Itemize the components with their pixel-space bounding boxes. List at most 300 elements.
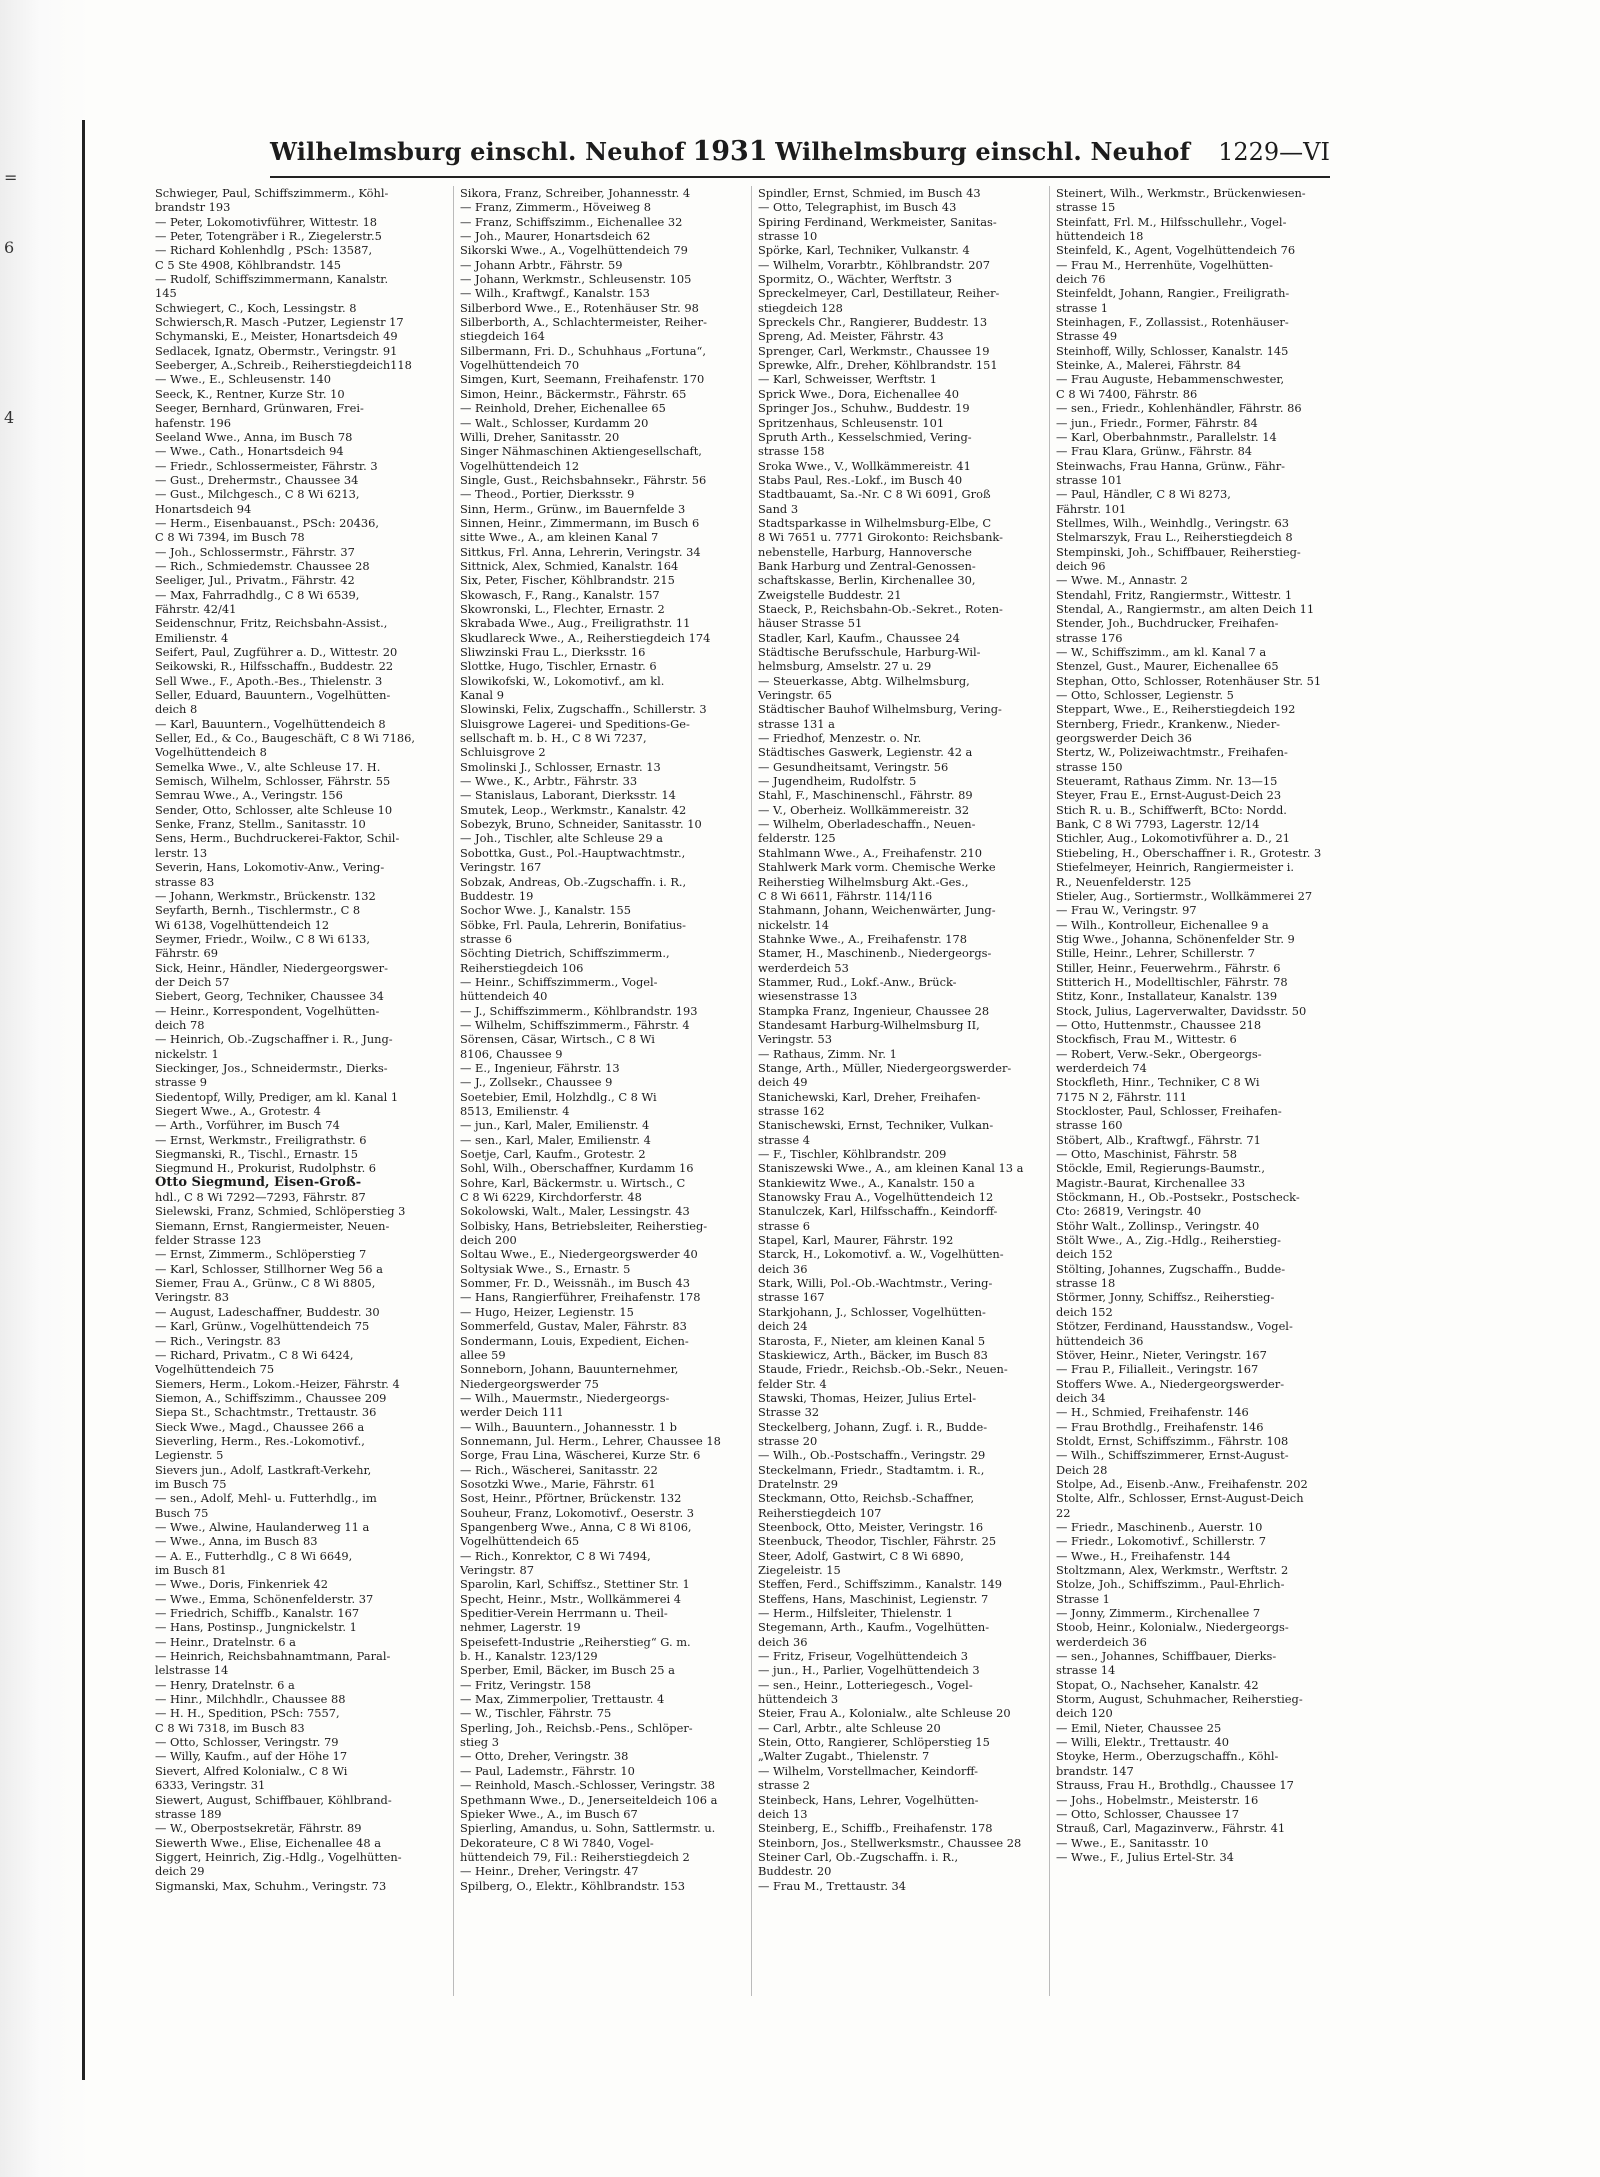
directory-entry: — Frau M., Herrenhüte, Vogelhütten- [1056, 257, 1273, 272]
directory-entry: Siepa St., Schachtmstr., Trettaustr. 36 [155, 1405, 377, 1420]
directory-entry: — Friedhof, Menzestr. o. Nr. [758, 731, 922, 746]
directory-entry: Steffens, Hans, Maschinist, Legienstr. 7 [758, 1591, 989, 1606]
directory-entry: C 8 Wi 7400, Fährstr. 86 [1056, 386, 1198, 401]
directory-entry: strasse 6 [758, 1218, 810, 1233]
directory-entry: Silberbord Wwe., E., Rotenhäuser Str. 98 [460, 300, 699, 315]
directory-entry: — Carl, Arbtr., alte Schleuse 20 [758, 1720, 941, 1735]
directory-entry: Veringstr. 65 [758, 688, 832, 703]
directory-entry: Stölt Wwe., A., Zig.-Hdlg., Reiherstieg- [1056, 1233, 1281, 1248]
directory-entry: Stadtsparkasse in Wilhelmsburg-Elbe, C [758, 515, 992, 530]
directory-entry: — Peter, Totengräber i R., Ziegelerstr.5 [155, 229, 382, 244]
directory-entry: Stock, Julius, Lagerverwalter, Davidsstr. 50 [1056, 1003, 1307, 1018]
directory-entry: — Arth., Vorführer, im Busch 74 [155, 1118, 340, 1133]
directory-entry: Stolze, Joh., Schiffszimm., Paul-Ehrlich- [1056, 1577, 1285, 1592]
directory-entry: — Willi, Elektr., Trettaustr. 40 [1056, 1735, 1229, 1750]
directory-entry: stieg 3 [460, 1735, 499, 1750]
directory-entry: Spethmann Wwe., D., Jenerseiteldeich 106 a [460, 1792, 718, 1807]
directory-entry: Reiherstiegdeich 107 [758, 1505, 882, 1520]
directory-entry: Siemer, Frau A., Grünw., C 8 Wi 8805, [155, 1276, 376, 1291]
directory-entry: — Richard, Privatm., C 8 Wi 6424, [155, 1347, 354, 1362]
directory-entry: Spieker Wwe., A., im Busch 67 [460, 1806, 638, 1821]
directory-entry: der Deich 57 [155, 974, 230, 989]
directory-entry: Spritzenhaus, Schleusenstr. 101 [758, 415, 945, 430]
directory-entry: Vogelhüttendeich 70 [460, 358, 580, 373]
directory-entry: Emilienstr. 4 [155, 630, 229, 645]
directory-entry: Stapel, Karl, Maurer, Fährstr. 192 [758, 1233, 954, 1248]
directory-entry: Slottke, Hugo, Tischler, Ernastr. 6 [460, 659, 657, 674]
directory-entry: Städtische Berufsschule, Harburg-Wil- [758, 645, 981, 659]
directory-entry: Steckmann, Otto, Reichsb.-Schaffner, [758, 1491, 975, 1506]
directory-entry: Sobottka, Gust., Pol.-Hauptwachtmstr., [460, 845, 686, 860]
directory-entry: Spiring Ferdinand, Werkmeister, Sanitas- [758, 214, 997, 229]
directory-entry: Severin, Hans, Lokomotiv-Anw., Vering- [155, 860, 385, 875]
directory-entry: — Rathaus, Zimm. Nr. 1 [758, 1046, 897, 1061]
directory-entry: deich 36 [758, 1261, 808, 1276]
directory-entry: — Ernst, Werkmstr., Freiligrathstr. 6 [155, 1132, 367, 1147]
directory-entry: Stich R. u. B., Schiffwerft, BCto: Nordd. [1056, 802, 1287, 817]
directory-entry: Semelka Wwe., V., alte Schleuse 17. H. [155, 759, 381, 774]
directory-entry: Stenzel, Gust., Maurer, Eichenallee 65 [1056, 659, 1279, 674]
directory-entry: Söbke, Frl. Paula, Lehrerin, Bonifatius- [460, 917, 686, 932]
directory-entry: Stahlmann Wwe., A., Freihafenstr. 210 [758, 845, 982, 860]
directory-entry: — jun., Friedr., Former, Fährstr. 84 [1056, 415, 1258, 430]
header-left-title: Wilhelmsburg einschl. Neuhof [270, 137, 685, 166]
directory-entry: — Heinrich, Reichsbahnamtmann, Paral- [155, 1649, 391, 1664]
directory-entry: — Heinrich, Ob.-Zugschaffner i. R., Jung- [155, 1032, 393, 1047]
directory-entry: — E., Ingenieur, Fährstr. 13 [460, 1060, 620, 1075]
directory-entry: — Rudolf, Schiffszimmermann, Kanalstr. [155, 272, 389, 287]
directory-entry: Stiefelmeyer, Heinrich, Rangiermeister i. [1056, 860, 1294, 875]
directory-entry: Stoffers Wwe. A., Niedergeorgswerder- [1056, 1376, 1285, 1391]
directory-entry: Sedlacek, Ignatz, Obermstr., Veringstr. 91 [155, 343, 398, 358]
directory-entry: Sprewke, Alfr., Dreher, Köhlbrandstr. 151 [758, 358, 998, 373]
directory-entry: Slowinski, Felix, Zugschaffn., Schillerstr. 3 [460, 702, 707, 717]
directory-entry: Sigmanski, Max, Schuhm., Veringstr. 73 [155, 1878, 387, 1893]
directory-entry: Seifert, Paul, Zugführer a. D., Wittestr. 20 [155, 645, 398, 659]
directory-entry: Siggert, Heinrich, Zig.-Hdlg., Vogelhütten- [155, 1849, 402, 1864]
directory-entry: Buddestr. 19 [460, 888, 534, 903]
directory-entry: — H., Schmied, Freihafenstr. 146 [1056, 1405, 1249, 1420]
directory-entry: Starosta, F., Nieter, am kleinen Kanal 5 [758, 1333, 986, 1348]
directory-entry: Seller, Eduard, Bauuntern., Vogelhütten- [155, 688, 391, 703]
directory-entry: Sprick Wwe., Dora, Eichenallee 40 [758, 386, 960, 401]
directory-columns [155, 186, 1335, 1996]
directory-entry: felderstr. 125 [758, 831, 836, 846]
directory-entry: Sprenger, Carl, Werkmstr., Chaussee 19 [758, 343, 990, 358]
directory-entry: Smutek, Leop., Werkmstr., Kanalstr. 42 [460, 802, 687, 817]
directory-entry: — Frau Klara, Grünw., Fährstr. 84 [1056, 444, 1253, 459]
directory-entry: Sparolin, Karl, Schiffsz., Stettiner Str. 1 [460, 1577, 690, 1592]
directory-entry: — Wilh., Ob.-Postschaffn., Veringstr. 29 [758, 1448, 986, 1463]
directory-entry: — Wilh., Bauuntern., Johannesstr. 1 b [460, 1419, 677, 1434]
directory-entry: Starkjohann, J., Schlosser, Vogelhütten- [758, 1304, 986, 1319]
directory-entry: Sobezyk, Bruno, Schneider, Sanitasstr. 10 [460, 817, 702, 832]
directory-entry: Vogelhüttendeich 12 [460, 458, 580, 473]
directory-entry: deich 200 [460, 1233, 517, 1248]
directory-entry: — Richard Kohlenhdlg , PSch: 13587, [155, 243, 373, 258]
directory-entry: — H. H., Spedition, PSch: 7557, [155, 1706, 340, 1721]
directory-entry: Dekorateure, C 8 Wi 7840, Vogel- [460, 1835, 654, 1850]
directory-entry: Stadtbauamt, Sa.-Nr. C 8 Wi 6091, Groß [758, 487, 991, 502]
directory-entry: Sonnemann, Jul. Herm., Lehrer, Chaussee 18 [460, 1433, 721, 1448]
directory-entry: lelstrasse 14 [155, 1663, 229, 1678]
directory-entry: — Henry, Dratelnstr. 6 a [155, 1677, 295, 1692]
directory-entry: Ziegeleistr. 15 [758, 1563, 841, 1577]
directory-entry: — Willy, Kaufm., auf der Höhe 17 [155, 1749, 348, 1764]
directory-entry: Siemon, A., Schiffszimm., Chaussee 209 [155, 1390, 387, 1405]
directory-entry: Sohl, Wilh., Oberschaffner, Kurdamm 16 [460, 1161, 694, 1176]
directory-entry: — Wilhelm, Schiffszimmerm., Fährstr. 4 [460, 1017, 690, 1032]
directory-entry: strasse 4 [758, 1132, 810, 1147]
directory-entry: deich 34 [1056, 1390, 1106, 1405]
directory-entry: — Wwe., K., Arbtr., Fährstr. 33 [460, 774, 638, 789]
directory-entry: — jun., Karl, Maler, Emilienstr. 4 [460, 1118, 650, 1133]
directory-entry: — Peter, Lokomotivführer, Wittestr. 18 [155, 214, 378, 229]
directory-entry: Staskiewicz, Arth., Bäcker, im Busch 83 [758, 1347, 988, 1362]
directory-entry: — Wilh., Kontrolleur, Eichenallee 9 a [1056, 917, 1269, 932]
directory-entry: Spreng, Ad. Meister, Fährstr. 43 [758, 329, 944, 344]
directory-entry: — Jugendheim, Rudolfstr. 5 [758, 774, 917, 789]
directory-entry: strasse 10 [758, 229, 818, 244]
page-binding-edge [0, 0, 90, 2177]
directory-entry: Sieck Wwe., Magd., Chaussee 266 a [155, 1419, 365, 1434]
directory-entry: Spilberg, O., Elektr., Köhlbrandstr. 153 [460, 1878, 685, 1893]
directory-entry: — Rich., Veringstr. 83 [155, 1333, 281, 1348]
directory-entry: Otto Siegmund, Eisen-Groß- [155, 1175, 362, 1190]
directory-entry: — Hugo, Heizer, Legienstr. 15 [460, 1304, 634, 1319]
directory-entry: Souheur, Franz, Lokomotivf., Oeserstr. 3 [460, 1505, 694, 1520]
directory-entry: Seeliger, Jul., Privatm., Fährstr. 42 [155, 573, 355, 588]
directory-entry: Sliwzinski Frau L., Dierksstr. 16 [460, 645, 646, 659]
directory-entry: hüttendeich 36 [1056, 1333, 1144, 1348]
directory-entry: lerstr. 13 [155, 845, 208, 860]
directory-entry: Seidenschnur, Fritz, Reichsbahn-Assist., [155, 616, 388, 631]
directory-entry: Stöbert, Alb., Kraftwgf., Fährstr. 71 [1056, 1132, 1261, 1147]
directory-entry: Stender, Joh., Buchdrucker, Freihafen- [1056, 616, 1279, 631]
directory-entry: deich 96 [1056, 558, 1106, 573]
directory-entry: Siemers, Herm., Lokom.-Heizer, Fährstr. 4 [155, 1376, 400, 1391]
directory-entry: Steppart, Wwe., E., Reiherstiegdeich 192 [1056, 702, 1296, 717]
directory-entry: Stadler, Karl, Kaufm., Chaussee 24 [758, 630, 960, 645]
directory-entry: strasse 150 [1056, 759, 1123, 774]
directory-entry: Sittkus, Frl. Anna, Lehrerin, Veringstr. 34 [460, 544, 701, 559]
directory-entry: Sinn, Herm., Grünw., im Bauernfelde 3 [460, 501, 686, 516]
directory-entry: Sperber, Emil, Bäcker, im Busch 25 a [460, 1663, 675, 1678]
directory-entry: Sikorski Wwe., A., Vogelhüttendeich 79 [460, 243, 688, 258]
directory-entry: Spörke, Karl, Techniker, Vulkanstr. 4 [758, 243, 970, 258]
directory-entry: schaftskasse, Berlin, Kirchenallee 30, [758, 573, 976, 588]
directory-entry: Stahl, F., Maschinenschl., Fährstr. 89 [758, 788, 973, 803]
directory-entry: Stolte, Alfr., Schlosser, Ernst-August-Deich [1056, 1491, 1304, 1506]
directory-entry: deich 29 [155, 1864, 205, 1879]
directory-entry: deich 78 [155, 1017, 205, 1032]
directory-entry: Siebert, Georg, Techniker, Chaussee 34 [155, 989, 384, 1004]
directory-entry: Single, Gust., Reichsbahnsekr., Fährstr. 56 [460, 472, 707, 487]
directory-entry: Sikora, Franz, Schreiber, Johannesstr. 4 [460, 186, 691, 200]
directory-entry: — Wilh., Schiffszimmerer, Ernst-August- [1056, 1448, 1289, 1463]
directory-entry: georgswerder Deich 36 [1056, 731, 1192, 746]
directory-entry: Zweigstelle Buddestr. 21 [758, 587, 902, 602]
directory-entry: — August, Ladeschaffner, Buddestr. 30 [155, 1304, 380, 1319]
directory-entry: Strasse 32 [758, 1405, 820, 1420]
directory-entry: Steinfeld, K., Agent, Vogelhüttendeich 76 [1056, 243, 1296, 258]
directory-entry: Stampka Franz, Ingenieur, Chaussee 28 [758, 1003, 990, 1018]
directory-entry: Reiherstieg Wilhelmsburg Akt.-Ges., [758, 874, 969, 889]
directory-entry: hüttendeich 40 [460, 989, 548, 1004]
directory-entry: strasse 189 [155, 1806, 222, 1821]
directory-entry: Steckelmann, Friedr., Stadtamtm. i. R., [758, 1462, 985, 1477]
directory-entry: — W., Tischler, Fährstr. 75 [460, 1706, 612, 1721]
directory-entry: Stoldt, Ernst, Schiffszimm., Fährstr. 108 [1056, 1433, 1289, 1448]
directory-entry: — Rich., Wäscherei, Sanitasstr. 22 [460, 1462, 658, 1477]
directory-entry: Bank Harburg und Zentral-Genossen- [758, 558, 976, 573]
directory-entry: — Frau W., Veringstr. 97 [1056, 903, 1197, 918]
directory-entry: Soltysiak Wwe., S., Ernastr. 5 [460, 1261, 631, 1276]
directory-column-4 [1049, 186, 1335, 1996]
directory-entry: Skowasch, F., Rang., Kanalstr. 157 [460, 587, 660, 602]
directory-entry: — Otto, Maschinist, Fährstr. 58 [1056, 1147, 1237, 1162]
directory-entry: C 8 Wi 6229, Kirchdorferstr. 48 [460, 1190, 642, 1205]
directory-entry: Siegmanski, R., Tischl., Ernastr. 15 [155, 1147, 359, 1162]
directory-entry: Simgen, Kurt, Seemann, Freihafenstr. 170 [460, 372, 705, 387]
directory-entry: — Gesundheitsamt, Veringstr. 56 [758, 759, 949, 774]
directory-entry: Schymanski, E., Meister, Honartsdeich 49 [155, 329, 398, 344]
directory-entry: Stelmarszyk, Frau L., Reiherstiegdeich 8 [1056, 530, 1293, 545]
directory-entry: Stig Wwe., Johanna, Schönenfelder Str. 9 [1056, 931, 1295, 946]
directory-entry: Sinnen, Heinr., Zimmermann, im Busch 6 [460, 515, 700, 530]
directory-entry: Stöver, Heinr., Nieter, Veringstr. 167 [1056, 1347, 1267, 1362]
directory-entry: Sielewski, Franz, Schmied, Schlöperstieg 3 [155, 1204, 406, 1219]
directory-entry: 7175 N 2, Fährstr. 111 [1056, 1089, 1187, 1104]
directory-entry: Seeger, Bernhard, Grünwaren, Frei- [155, 401, 364, 416]
directory-entry: — Wilhelm, Vorarbtr., Köhlbrandstr. 207 [758, 257, 991, 272]
directory-entry: — Karl, Oberbahnmstr., Parallelstr. 14 [1056, 429, 1277, 444]
directory-entry: — Hans, Postinsp., Jungnickelstr. 1 [155, 1620, 357, 1635]
directory-entry: Stiller, Heinr., Feuerwehrm., Fährstr. 6 [1056, 960, 1281, 975]
directory-entry: C 5 Ste 4908, Köhlbrandstr. 145 [155, 257, 341, 272]
directory-entry: Sittnick, Alex, Schmied, Kanalstr. 164 [460, 558, 679, 573]
directory-entry: — Fritz, Veringstr. 158 [460, 1677, 592, 1692]
header-right-group [775, 137, 1330, 166]
directory-entry: wiesenstrasse 13 [758, 989, 858, 1004]
directory-entry: — Johann Arbtr., Fährstr. 59 [460, 257, 623, 272]
directory-entry: — Wwe., Alwine, Haulanderweg 11 a [155, 1519, 370, 1534]
directory-entry: Strauß, Carl, Magazinverw., Fährstr. 41 [1056, 1821, 1286, 1836]
directory-entry: felder Str. 4 [758, 1376, 827, 1391]
directory-entry: — Friedr., Maschinenb., Auerstr. 10 [1056, 1519, 1263, 1534]
directory-entry: Stein, Otto, Rangierer, Schlöperstieg 15 [758, 1735, 990, 1750]
directory-entry: Stitterich H., Modelltischler, Fährstr. 78 [1056, 974, 1288, 989]
directory-entry: Singer Nähmaschinen Aktiengesellschaft, [460, 444, 702, 459]
directory-entry: hüttendeich 18 [1056, 229, 1144, 244]
directory-entry: deich 152 [1056, 1247, 1113, 1262]
directory-entry: Stange, Arth., Müller, Niedergeorgswerder- [758, 1060, 1012, 1075]
directory-entry: stiegdeich 128 [758, 300, 843, 315]
directory-entry: 8513, Emilienstr. 4 [460, 1104, 570, 1118]
directory-entry: Schwieger, Paul, Schiffszimmerm., Köhl- [155, 186, 389, 200]
directory-entry: Stark, Willi, Pol.-Ob.-Wachtmstr., Vering- [758, 1276, 993, 1291]
directory-entry: strasse 167 [758, 1290, 825, 1305]
page-header [270, 136, 1330, 178]
directory-entry: Reiherstiegdeich 106 [460, 960, 584, 975]
directory-entry: — Otto, Schlosser, Veringstr. 79 [155, 1735, 339, 1750]
directory-entry: Seeck, K., Rentner, Kurze Str. 10 [155, 386, 345, 401]
directory-entry: Seymer, Friedr., Woilw., C 8 Wi 6133, [155, 931, 370, 946]
directory-entry: Dratelnstr. 29 [758, 1476, 839, 1491]
directory-entry: Stöhr Walt., Zollinsp., Veringstr. 40 [1056, 1218, 1260, 1233]
directory-entry: Steier, Frau A., Kolonialw., alte Schleuse 20 [758, 1706, 1011, 1721]
directory-entry: — Wilh., Mauermstr., Niedergeorgs- [460, 1390, 670, 1405]
directory-entry: Silbermann, Fri. D., Schuhhaus „Fortuna“, [460, 343, 706, 358]
directory-entry: — Wwe., E., Schleusenstr. 140 [155, 372, 332, 387]
directory-entry: strasse 6 [460, 931, 512, 946]
directory-entry: Sroka Wwe., V., Wollkämmereistr. 41 [758, 458, 971, 473]
directory-entry: Stellmes, Wilh., Weinhdlg., Veringstr. 63 [1056, 515, 1289, 530]
directory-entry: Steinborn, Jos., Stellwerksmstr., Chaussee 28 [758, 1835, 1022, 1850]
directory-entry: „Walter Zugabt., Thielenstr. 7 [758, 1749, 930, 1764]
directory-entry: nebenstelle, Harburg, Hannoversche [758, 544, 972, 559]
directory-entry: strasse 2 [758, 1778, 810, 1793]
directory-entry: Stieler, Aug., Sortiermstr., Wollkämmerei 27 [1056, 888, 1313, 903]
directory-entry: Slowikofski, W., Lokomotivf., am kl. [460, 673, 665, 688]
directory-entry: Silberborth, A., Schlachtermeister, Reiher- [460, 315, 707, 330]
directory-entry: Stendahl, Fritz, Rangiermstr., Wittestr. 1 [1056, 587, 1293, 602]
directory-entry: Storm, August, Schuhmacher, Reiherstieg- [1056, 1692, 1303, 1707]
directory-entry: im Busch 75 [155, 1476, 227, 1491]
directory-entry: Söchting Dietrich, Schiffszimmerm., [460, 946, 670, 961]
directory-entry: Spreckelmeyer, Carl, Destillateur, Reiher- [758, 286, 1000, 301]
directory-entry: — Franz, Schiffszimm., Eichenallee 32 [460, 214, 683, 229]
directory-entry: — Karl, Grünw., Vogelhüttendeich 75 [155, 1319, 370, 1334]
directory-entry: Legienstr. 5 [155, 1448, 224, 1463]
directory-entry: — Joh., Maurer, Honartsdeich 62 [460, 229, 651, 244]
directory-entry: Stankiewitz Wwe., A., Kanalstr. 150 a [758, 1175, 975, 1190]
directory-entry: strasse 18 [1056, 1276, 1116, 1291]
directory-entry: — Wilhelm, Vorstellmacher, Keindorff- [758, 1763, 979, 1778]
directory-entry: Sievert, Alfred Kolonialw., C 8 Wi [155, 1763, 348, 1778]
directory-entry: Staude, Friedr., Reichsb.-Ob.-Sekr., Neuen- [758, 1362, 1008, 1377]
directory-entry: — Frau Auguste, Hebammenschwester, [1056, 372, 1285, 387]
directory-entry: — Rich., Schmiedemstr. Chaussee 28 [155, 558, 370, 573]
directory-entry: Soetje, Carl, Kaufm., Grotestr. 2 [460, 1147, 646, 1162]
directory-entry: — Heinr., Korrespondent, Vogelhütten- [155, 1003, 380, 1018]
header-year: 1931 [692, 136, 768, 167]
directory-entry: im Busch 81 [155, 1563, 227, 1577]
directory-entry: Stanulczek, Karl, Hilfsschaffn., Keindorff- [758, 1204, 998, 1219]
directory-entry: Sörensen, Cäsar, Wirtsch., C 8 Wi [460, 1032, 655, 1047]
directory-entry: Stitz, Konr., Installateur, Kanalstr. 139 [1056, 989, 1278, 1004]
directory-entry: — Johann, Werkmstr., Brückenstr. 132 [155, 888, 376, 903]
directory-entry: Stöckle, Emil, Regierungs-Baumstr., [1056, 1161, 1266, 1176]
directory-entry: — Otto, Dreher, Veringstr. 38 [460, 1749, 629, 1764]
directory-entry: Stanowsky Frau A., Vogelhüttendeich 12 [758, 1190, 994, 1205]
directory-entry: Stoyke, Herm., Oberzugschaffn., Köhl- [1056, 1749, 1279, 1764]
directory-entry: Steueramt, Rathaus Zimm. Nr. 13—15 [1056, 774, 1278, 789]
directory-entry: strasse 131 a [758, 716, 835, 731]
directory-entry: Stawski, Thomas, Heizer, Julius Ertel- [758, 1390, 977, 1405]
directory-entry: Strasse 49 [1056, 329, 1118, 344]
directory-entry: Veringstr. 83 [155, 1290, 229, 1305]
directory-entry: strasse 9 [155, 1075, 207, 1090]
directory-entry: Stertz, W., Polizeiwachtmstr., Freihafen- [1056, 745, 1288, 760]
directory-entry: brandstr. 147 [1056, 1763, 1134, 1778]
directory-entry: Busch 75 [155, 1505, 209, 1520]
directory-entry: — Herm., Hilfsleiter, Thielenstr. 1 [758, 1606, 953, 1621]
directory-entry: Sommer, Fr. D., Weissnäh., im Busch 43 [460, 1276, 690, 1291]
directory-entry: — Emil, Nieter, Chaussee 25 [1056, 1720, 1222, 1735]
directory-entry: — Karl, Schweisser, Werftstr. 1 [758, 372, 938, 387]
directory-entry: — Wwe., Doris, Finkenriek 42 [155, 1577, 328, 1592]
directory-entry: — Friedrich, Schiffb., Kanalstr. 167 [155, 1606, 360, 1621]
directory-entry: Sternberg, Friedr., Krankenw., Nieder- [1056, 716, 1280, 731]
directory-entry: Siewert, August, Schiffbauer, Köhlbrand- [155, 1792, 392, 1807]
directory-entry: Soetebier, Emil, Holzhdlg., C 8 Wi [460, 1089, 657, 1104]
directory-entry: häuser Strasse 51 [758, 616, 863, 631]
directory-entry: — Gust., Drehermstr., Chaussee 34 [155, 472, 359, 487]
directory-entry: Steenbuck, Theodor, Tischler, Fährstr. 25 [758, 1534, 997, 1549]
directory-entry: Stockfisch, Frau M., Wittestr. 6 [1056, 1032, 1237, 1047]
directory-entry: Steinfatt, Frl. M., Hilfsschullehr., Vogel- [1056, 214, 1287, 229]
directory-entry: Sommerfeld, Gustav, Maler, Fährstr. 83 [460, 1319, 687, 1334]
directory-entry: — Wilhelm, Oberladeschaffn., Neuen- [758, 817, 976, 832]
directory-entry: — Hans, Rangierführer, Freihafenstr. 178 [460, 1290, 701, 1305]
directory-entry: Cto: 26819, Veringstr. 40 [1056, 1204, 1202, 1219]
directory-entry: Sieverling, Herm., Res.-Lokomotivf., [155, 1433, 365, 1448]
directory-entry: Veringstr. 53 [758, 1032, 832, 1047]
directory-entry: Standesamt Harburg-Wilhelmsburg II, [758, 1017, 980, 1032]
directory-entry: 8 Wi 7651 u. 7771 Girokonto: Reichsbank- [758, 530, 1003, 545]
directory-entry: hafenstr. 196 [155, 415, 232, 430]
directory-entry: strasse 101 [1056, 472, 1123, 487]
directory-entry: Steinhagen, F., Zollassist., Rotenhäuser- [1056, 315, 1289, 330]
directory-entry: — Robert, Verw.-Sekr., Obergeorgs- [1056, 1046, 1262, 1061]
directory-entry: — Wwe., Anna, im Busch 83 [155, 1534, 318, 1549]
directory-entry: — Reinhold, Masch.-Schlosser, Veringstr. 38 [460, 1778, 716, 1793]
directory-entry: — J., Zollsekr., Chaussee 9 [460, 1075, 613, 1090]
directory-entry: b. H., Kanalstr. 123/129 [460, 1649, 598, 1664]
directory-entry: 6333, Veringstr. 31 [155, 1778, 266, 1793]
directory-entry: Seyfarth, Bernh., Tischlermstr., C 8 [155, 903, 361, 918]
directory-entry: allee 59 [460, 1347, 506, 1362]
directory-entry: Sochor Wwe. J., Kanalstr. 155 [460, 903, 631, 918]
directory-entry: Sosotzki Wwe., Marie, Fährstr. 61 [460, 1476, 656, 1491]
directory-entry: helmsburg, Amselstr. 27 u. 29 [758, 659, 932, 674]
directory-entry: Semrau Wwe., A., Veringstr. 156 [155, 788, 343, 803]
directory-entry: C 8 Wi 6611, Fährstr. 114/116 [758, 888, 933, 903]
directory-entry: Spierling, Amandus, u. Sohn, Sattlermstr. u. [460, 1821, 716, 1836]
directory-entry: — Max, Zimmerpolier, Trettaustr. 4 [460, 1692, 665, 1707]
directory-entry: Speditier-Verein Herrmann u. Theil- [460, 1606, 668, 1621]
directory-entry: Spruth Arth., Kesselschmied, Vering- [758, 429, 972, 444]
directory-entry: Speisefett-Industrie „Reiherstieg“ G. m. [460, 1634, 691, 1649]
directory-entry: — Wwe., Emma, Schönenfelderstr. 37 [155, 1591, 374, 1606]
directory-entry: — Johs., Hobelmstr., Meisterstr. 16 [1056, 1792, 1259, 1807]
directory-entry: — V., Oberheiz. Wollkämmereistr. 32 [758, 802, 970, 817]
directory-entry: Stille, Heinr., Lehrer, Schillerstr. 7 [1056, 946, 1255, 961]
directory-entry: 8106, Chaussee 9 [460, 1046, 563, 1061]
directory-entry: — W., Schiffszimm., am kl. Kanal 7 a [1056, 645, 1267, 659]
directory-entry: — Wilh., Kraftwgf., Kanalstr. 153 [460, 286, 650, 301]
directory-entry: Soltau Wwe., E., Niedergeorgswerder 40 [460, 1247, 698, 1262]
directory-entry: Wi 6138, Vogelhüttendeich 12 [155, 917, 330, 932]
directory-entry: — sen., Adolf, Mehl- u. Futterhdlg., im [155, 1491, 377, 1506]
directory-entry: Steinert, Wilh., Werkmstr., Brückenwiesen- [1056, 186, 1306, 200]
directory-entry: Siegmund H., Prokurist, Rudolphstr. 6 [155, 1161, 377, 1176]
directory-entry: Veringstr. 167 [460, 860, 542, 875]
directory-entry: strasse 15 [1056, 200, 1116, 215]
directory-entry: Veringstr. 87 [460, 1563, 534, 1577]
directory-column-2 [453, 186, 739, 1996]
